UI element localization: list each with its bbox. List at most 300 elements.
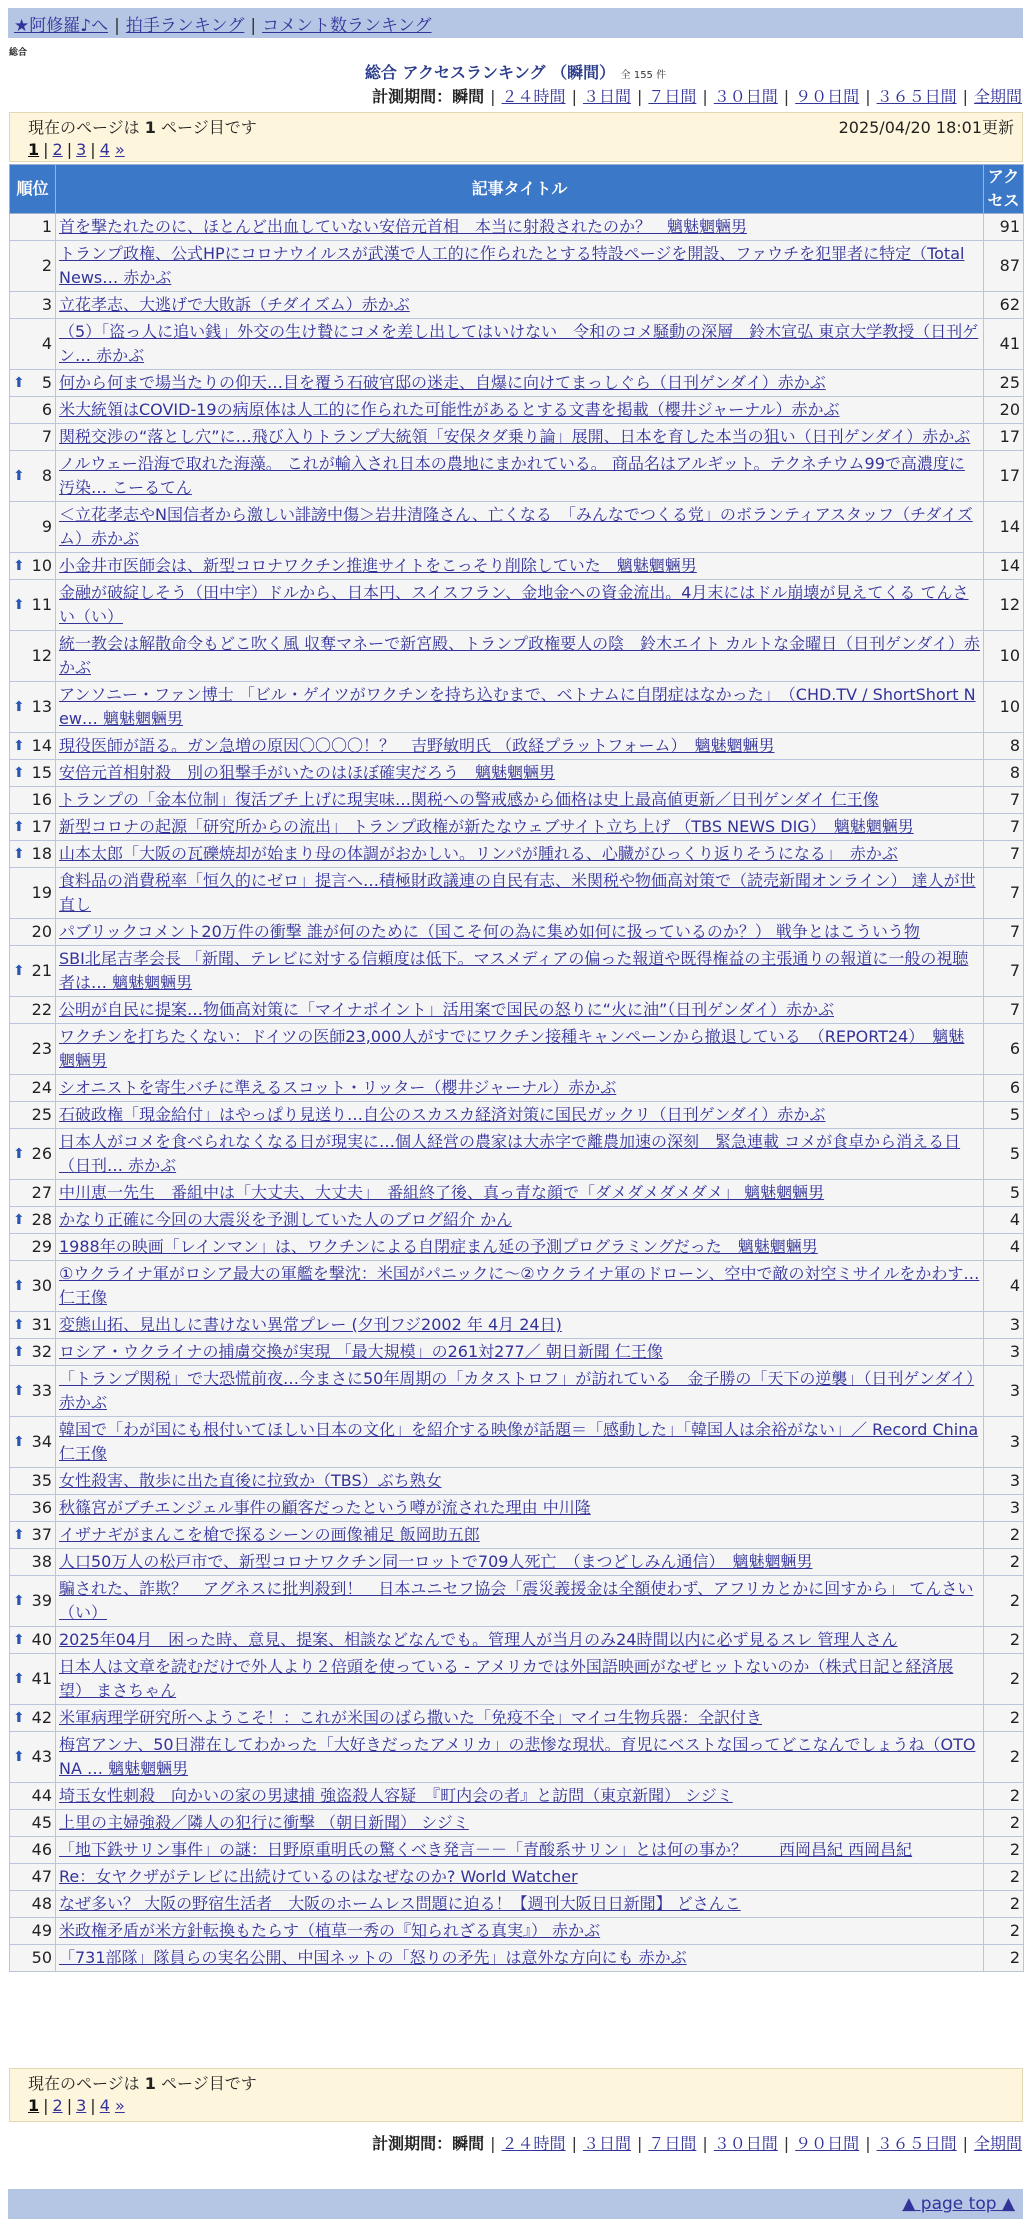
access-count: 7 <box>984 997 1024 1024</box>
access-count: 4 <box>984 1234 1024 1261</box>
separator: | <box>43 140 49 159</box>
rank-number: 4 <box>41 334 52 353</box>
rank-cell <box>10 1312 56 1339</box>
item-count: 全 155 件 <box>620 70 667 81</box>
rank-number: 43 <box>31 1747 52 1766</box>
up-arrow-icon: ⬆ <box>13 1383 25 1399</box>
comment-ranking-link[interactable]: コメント数ランキング <box>262 16 432 36</box>
rank-number: 15 <box>31 763 52 782</box>
access-count: 2 <box>984 1891 1024 1918</box>
up-arrow-icon: ⬆ <box>13 819 25 835</box>
table-row <box>10 631 1024 682</box>
footer-bar <box>8 2189 1023 2219</box>
table-row <box>10 1261 1024 1312</box>
period-link-6[interactable]: ３６５日間 <box>876 2134 957 2153</box>
article-link[interactable]: 立花孝志、大逃げで大敗訴（チダイズム）赤かぶ <box>59 295 410 314</box>
rank-number: 44 <box>31 1786 52 1805</box>
title-header: 記事タイトル <box>56 165 984 214</box>
period-current: 瞬間 <box>452 2134 485 2153</box>
period-link-2[interactable]: ３日間 <box>582 87 631 106</box>
rank-cell <box>10 241 56 292</box>
rank-number: 28 <box>31 1210 52 1229</box>
rank-number: 24 <box>31 1078 52 1097</box>
title-cell <box>56 814 984 841</box>
article-link[interactable]: なぜ多い？ 大阪の野宿生活者 大阪のホームレス問題に迫る！【週刊大阪日日新聞】 どさんこ <box>59 1894 741 1913</box>
table-row <box>10 997 1024 1024</box>
title-cell <box>56 841 984 868</box>
access-count: 41 <box>984 319 1024 370</box>
article-link[interactable]: ロシア・ウクライナの捕虜交換が実現 「最大規模」の261対277／ 朝日新聞 仁王像 <box>59 1342 663 1361</box>
rank-number: 36 <box>31 1498 52 1517</box>
up-arrow-icon: ⬆ <box>13 1593 25 1609</box>
title-cell <box>56 1024 984 1075</box>
article-link[interactable]: 食料品の消費税率「恒久的にゼロ」提言へ…積極財政議連の自民有志、米関税や物価高対策で（読売新聞オンライン） 達人が世直し <box>59 871 976 914</box>
up-arrow-icon: ⬆ <box>13 1344 25 1360</box>
title-cell <box>56 1810 984 1837</box>
table-row <box>10 1945 1024 1972</box>
rank-number: 37 <box>31 1525 52 1544</box>
page-link-1[interactable]: 1 <box>28 140 40 159</box>
title-cell <box>56 946 984 997</box>
article-link[interactable]: 騙された、詐欺？ アグネスに批判殺到！ 日本ユニセフ協会「震災義援金は全額使わず、アフリカとかに回すから」 てんさい（い） <box>59 1579 974 1622</box>
rank-cell <box>10 1522 56 1549</box>
clap-ranking-link[interactable]: 拍手ランキング <box>125 16 245 36</box>
access-header: アクセス <box>984 165 1024 214</box>
rank-number: 32 <box>31 1342 52 1361</box>
rank-cell <box>10 292 56 319</box>
rank-number: 33 <box>31 1381 52 1400</box>
article-link[interactable]: かなり正確に今回の大震災を予測していた人のブログ紹介 かん <box>59 1210 513 1229</box>
separator: | <box>490 87 496 106</box>
rank-cell <box>10 1732 56 1783</box>
title-cell <box>56 1627 984 1654</box>
rank-cell <box>10 319 56 370</box>
title-cell <box>56 1129 984 1180</box>
article-link[interactable]: ノルウェー沿海で取れた海藻。 これが輸入され日本の農地にまかれている。 商品名はアルギット。テクネチウム99で高濃度に汚染… こーるてん <box>59 454 965 497</box>
access-count: 2 <box>984 1918 1024 1945</box>
article-link[interactable]: シオニストを寄生バチに準えるスコット・リッター（櫻井ジャーナル）赤かぶ <box>59 1078 617 1097</box>
title-cell <box>56 1075 984 1102</box>
title-cell <box>56 241 984 292</box>
access-count: 2 <box>984 1732 1024 1783</box>
access-count: 6 <box>984 1075 1024 1102</box>
separator: | <box>962 2134 968 2153</box>
rank-cell <box>10 214 56 241</box>
pager-bottom <box>28 2096 1014 2115</box>
access-count: 17 <box>984 424 1024 451</box>
rank-cell <box>10 868 56 919</box>
title-cell <box>56 1732 984 1783</box>
table-row <box>10 1495 1024 1522</box>
rank-cell <box>10 1891 56 1918</box>
page-top-link[interactable]: ▲ page top ▲ <box>902 2194 1015 2214</box>
rank-number: 26 <box>31 1144 52 1163</box>
rank-number: 2 <box>41 256 52 275</box>
article-link[interactable]: Re：女ヤクザがテレビに出続けているのはなぜなのか? World Watcher <box>59 1867 578 1886</box>
rank-number: 6 <box>41 400 52 419</box>
period-link-3[interactable]: ７日間 <box>648 2134 697 2153</box>
period-selector-top <box>372 84 1022 107</box>
table-row <box>10 1810 1024 1837</box>
updated-time: 2025/04/20 18:01更新 <box>838 118 1014 137</box>
period-label: 計測期間： <box>372 87 453 106</box>
access-count: 3 <box>984 1495 1024 1522</box>
article-link[interactable]: 何から何まで場当たりの仰天…目を覆う石破官邸の迷走、自爆に向けてまっしぐら（日刊ゲンダイ）赤かぶ <box>59 373 826 392</box>
access-count: 25 <box>984 370 1024 397</box>
article-link[interactable]: 日本人は文章を読むだけで外人より２倍頭を使っている - アメリカでは外国語映画がなぜヒットないのか（株式日記と経済展望） まさちゃん <box>59 1657 954 1700</box>
article-link[interactable]: トランプ政権、公式HPにコロナウイルスが武漢で人工的に作られたとする特設ページを開設、ファウチを犯罪者に特定（Total News… 赤かぶ <box>59 244 965 287</box>
table-row <box>10 1654 1024 1705</box>
table-header-row <box>10 165 1024 214</box>
up-arrow-icon: ⬆ <box>13 558 25 574</box>
article-link[interactable]: 梅宮アンナ、50日滞在してわかった「大好きだったアメリカ」の悲惨な現状。育児にベストな国ってどこなんでしょうね（OTONA … 魑魅魍魎男 <box>59 1735 976 1778</box>
article-link[interactable]: 秋篠宮がブチエンジェル事件の顧客だったという噂が流された理由 中川隆 <box>59 1498 591 1517</box>
up-arrow-icon: ⬆ <box>13 1671 25 1687</box>
rank-cell <box>10 1417 56 1468</box>
rank-cell <box>10 787 56 814</box>
table-row <box>10 292 1024 319</box>
rank-cell <box>10 760 56 787</box>
rank-number: 16 <box>31 790 52 809</box>
rank-number: 41 <box>31 1669 52 1688</box>
access-count: 10 <box>984 682 1024 733</box>
rank-number: 39 <box>31 1591 52 1610</box>
table-row <box>10 1339 1024 1366</box>
rank-cell <box>10 397 56 424</box>
rank-cell <box>10 814 56 841</box>
rank-cell <box>10 919 56 946</box>
title-cell <box>56 1339 984 1366</box>
period-link-5[interactable]: ９０日間 <box>795 87 860 106</box>
title-cell <box>56 997 984 1024</box>
article-link[interactable]: 石破政権「現金給付」はやっぱり見送り…自公のスカスカ経済対策に国民ガックリ（日刊ゲンダイ）赤かぶ <box>59 1105 826 1124</box>
page-link-4[interactable]: 4 <box>99 2096 110 2115</box>
article-link[interactable]: 公明が自民に提案…物価高対策に「マイナポイント」活用案で国民の怒りに“火に油”（日刊ゲンダイ）赤かぶ <box>59 1000 834 1019</box>
access-count: 5 <box>984 1180 1024 1207</box>
title-cell <box>56 868 984 919</box>
rank-cell <box>10 1129 56 1180</box>
period-link-5[interactable]: ９０日間 <box>795 2134 860 2153</box>
page-link-3[interactable]: 3 <box>76 2096 87 2115</box>
rank-number: 34 <box>31 1432 52 1451</box>
rank-cell <box>10 1810 56 1837</box>
rank-cell <box>10 946 56 997</box>
access-count: 2 <box>984 1945 1024 1972</box>
rank-cell <box>10 1261 56 1312</box>
table-row <box>10 841 1024 868</box>
rank-number: 20 <box>31 922 52 941</box>
article-link[interactable]: 1988年の映画「レインマン」は、ワクチンによる自閉症まん延の予測プログラミングだった 魑魅魍魎男 <box>59 1237 818 1256</box>
up-arrow-icon: ⬆ <box>13 1317 25 1333</box>
access-count: 7 <box>984 787 1024 814</box>
article-link[interactable]: アンソニー・ファン博士 「ビル・ゲイツがワクチンを持ち込むまで、ベトナムに自閉症はなかった」 （CHD.TV / ShortShort New… 魑魅魍魎男 <box>59 685 976 728</box>
asyura-home-link[interactable]: ★阿修羅♪へ <box>14 16 109 36</box>
table-row <box>10 760 1024 787</box>
table-row <box>10 1918 1024 1945</box>
access-count: 4 <box>984 1207 1024 1234</box>
article-link[interactable]: 小金井市医師会は、新型コロナワクチン推進サイトをこっそり削除していた 魑魅魍魎男 <box>59 556 697 575</box>
separator: | <box>962 87 968 106</box>
page-info-bottom <box>9 2068 1023 2122</box>
table-row <box>10 919 1024 946</box>
table-row <box>10 502 1024 553</box>
rank-number: 11 <box>31 595 52 614</box>
article-link[interactable]: 首を撃たれたのに、ほとんど出血していない安倍元首相 本当に射殺されたのか？ 魑魅魍魎男 <box>59 217 748 236</box>
rank-cell <box>10 1102 56 1129</box>
title-cell <box>56 1654 984 1705</box>
article-link[interactable]: 2025年04月 困った時、意見、提案、相談などなんでも。管理人が当月のみ24時間以内に必ず見るスレ 管理人さん <box>59 1630 898 1649</box>
title-cell <box>56 370 984 397</box>
article-link[interactable]: SBI北尾吉孝会長 「新聞、テレビに対する信頼度は低下。マスメディアの偏った報道や既得権益の主張通りの報道に一般の視聴者は… 魑魅魍魎男 <box>59 949 969 992</box>
rank-number: 3 <box>41 295 52 314</box>
ranking-title: 総合 アクセスランキング （瞬間） <box>364 63 616 82</box>
rank-number: 25 <box>31 1105 52 1124</box>
up-arrow-icon: ⬆ <box>13 1278 25 1294</box>
page-link-2[interactable]: 2 <box>52 140 63 159</box>
rank-number: 47 <box>31 1867 52 1886</box>
access-count: 62 <box>984 292 1024 319</box>
access-count: 3 <box>984 1339 1024 1366</box>
rank-number: 7 <box>41 427 52 446</box>
title-cell <box>56 733 984 760</box>
table-row <box>10 1891 1024 1918</box>
period-link-1[interactable]: ２４時間 <box>501 2134 566 2153</box>
separator: | <box>702 87 708 106</box>
period-link-4[interactable]: ３０日間 <box>713 2134 778 2153</box>
title-cell <box>56 1234 984 1261</box>
title-cell <box>56 553 984 580</box>
table-row <box>10 1732 1024 1783</box>
rank-header: 順位 <box>10 165 56 214</box>
access-count: 3 <box>984 1468 1024 1495</box>
access-count: 7 <box>984 814 1024 841</box>
access-count: 2 <box>984 1810 1024 1837</box>
separator: | <box>783 87 790 106</box>
article-link[interactable]: 「地下鉄サリン事件」の謎：日野原重明氏の驚くべき発言－－「青酸系サリン」とは何の事か？ 西岡昌紀 西岡昌紀 <box>59 1840 913 1859</box>
rank-number: 19 <box>31 883 52 902</box>
up-arrow-icon: ⬆ <box>13 1632 25 1648</box>
up-arrow-icon: ⬆ <box>13 1749 25 1765</box>
up-arrow-icon: ⬆ <box>13 597 25 613</box>
access-count: 8 <box>984 760 1024 787</box>
table-row <box>10 1549 1024 1576</box>
table-row <box>10 1234 1024 1261</box>
title-cell <box>56 760 984 787</box>
access-count: 7 <box>984 946 1024 997</box>
title-cell <box>56 1522 984 1549</box>
separator: | <box>702 2134 708 2153</box>
next-page-link[interactable]: » <box>114 2096 125 2115</box>
rank-cell <box>10 1705 56 1732</box>
article-link[interactable]: 統一教会は解散命令もどこ吹く風 収奪マネーで新宮殿、トランプ政権要人の陰 鈴木エイト カルトな金曜日（日刊ゲンダイ）赤かぶ <box>59 634 980 677</box>
rank-cell <box>10 1654 56 1705</box>
page-link-4[interactable]: 4 <box>99 140 110 159</box>
title-cell <box>56 1783 984 1810</box>
rank-number: 50 <box>31 1948 52 1967</box>
access-count: 2 <box>984 1522 1024 1549</box>
period-link-6[interactable]: ３６５日間 <box>876 87 957 106</box>
article-link[interactable]: 関税交渉の“落とし穴”に…飛び入りトランプ大統領「安保タダ乗り論」展開、日本を育した本当の狙い（日刊ゲンダイ）赤かぶ <box>59 427 971 446</box>
period-link-7[interactable]: 全期間 <box>973 87 1022 106</box>
category-label: 総合 <box>9 48 28 58</box>
rank-number: 12 <box>31 646 52 665</box>
table-row <box>10 1522 1024 1549</box>
table-row <box>10 1837 1024 1864</box>
access-count: 20 <box>984 397 1024 424</box>
article-link[interactable]: 米軍病理学研究所へようこそ！：これが米国のばら撒いた「免疫不全」マイコ生物兵器：全訳付き <box>59 1708 763 1727</box>
rank-cell <box>10 997 56 1024</box>
access-count: 2 <box>984 1549 1024 1576</box>
rank-cell <box>10 1180 56 1207</box>
access-count: 6 <box>984 1024 1024 1075</box>
article-link[interactable]: 米大統領はCOVID-19の病原体は人工的に作られた可能性があるとする文書を掲載（櫻井ジャーナル）赤かぶ <box>59 400 840 419</box>
access-count: 3 <box>984 1312 1024 1339</box>
title-cell <box>56 1102 984 1129</box>
rank-cell <box>10 1627 56 1654</box>
title-cell <box>56 1207 984 1234</box>
article-link[interactable]: 上里の主婦強殺／隣人の犯行に衝撃 （朝日新聞） シジミ <box>59 1813 469 1832</box>
article-link[interactable]: 埼玉女性刺殺 向かいの家の男逮捕 強盗殺人容疑 『町内会の者』と訪問（東京新聞） シジミ <box>59 1786 733 1805</box>
rank-number: 38 <box>31 1552 52 1571</box>
table-row <box>10 1180 1024 1207</box>
article-link[interactable]: 新型コロナの起源「研究所からの流出」 トランプ政権が新たなウェブサイト立ち上げ （TBS NEWS DIG） 魑魅魍魎男 <box>59 817 914 836</box>
rank-cell <box>10 1945 56 1972</box>
title-cell <box>56 1468 984 1495</box>
up-arrow-icon: ⬆ <box>13 375 25 391</box>
article-link[interactable]: パブリックコメント20万件の衝撃 誰が何のために（国こそ何の為に集め如何に扱っているのか？） 戦争とはこういう物 <box>59 922 920 941</box>
page-info-top <box>9 112 1023 162</box>
table-row <box>10 1627 1024 1654</box>
table-row <box>10 733 1024 760</box>
table-row <box>10 1075 1024 1102</box>
table-row <box>10 1207 1024 1234</box>
article-link[interactable]: 安倍元首相射殺 別の狙撃手がいたのはほぼ確実だろう 魑魅魍魎男 <box>59 763 556 782</box>
page-title <box>0 60 1031 83</box>
article-link[interactable]: 米政権矛盾が米方針転換もたらす（植草一秀の『知られざる真実』） 赤かぶ <box>59 1921 601 1940</box>
article-link[interactable]: 「トランプ関税」で大恐慌前夜…今まさに50年周期の「カタストロフ」が訪れている 金子勝の「天下の逆襲」（日刊ゲンダイ）赤かぶ <box>59 1369 975 1412</box>
rank-cell <box>10 1549 56 1576</box>
article-link[interactable]: 現役医師が語る。ガン急増の原因〇〇〇〇！？ 吉野敏明氏 （政経プラットフォーム） 魑魅魍魎男 <box>59 736 775 755</box>
article-link[interactable]: 日本人がコメを食べられなくなる日が現実に…個人経営の農家は大赤字で離農加速の深刻 緊急連載 コメが食卓から消える日（日刊… 赤かぶ <box>59 1132 961 1175</box>
access-count: 2 <box>984 1783 1024 1810</box>
table-row <box>10 1417 1024 1468</box>
table-row <box>10 1102 1024 1129</box>
period-link-2[interactable]: ３日間 <box>582 2134 631 2153</box>
up-arrow-icon: ⬆ <box>13 1527 25 1543</box>
rank-cell <box>10 1576 56 1627</box>
separator: | <box>90 2096 96 2115</box>
ranking-table <box>9 164 1024 1972</box>
article-link[interactable]: 「731部隊」隊員らの実名公開、中国ネットの「怒りの矛先」は意外な方向にも 赤かぶ <box>59 1948 687 1967</box>
rank-number: 22 <box>31 1000 52 1019</box>
access-count: 2 <box>984 1576 1024 1627</box>
up-arrow-icon: ⬆ <box>13 738 25 754</box>
period-link-4[interactable]: ３０日間 <box>713 87 778 106</box>
article-link[interactable]: トランプの「金本位制」復活ブチ上げに現実味…関税への警戒感から価格は史上最高値更新／日刊ゲンダイ 仁王像 <box>59 790 879 809</box>
rank-number: 27 <box>31 1183 52 1202</box>
title-cell <box>56 1945 984 1972</box>
article-link[interactable]: 人口50万人の松戸市で、新型コロナワクチン同一ロットで709人死亡 （まつどしみん通信） 魑魅魍魎男 <box>59 1552 813 1571</box>
rank-cell <box>10 1837 56 1864</box>
separator: | <box>636 87 643 106</box>
period-link-7[interactable]: 全期間 <box>973 2134 1022 2153</box>
up-arrow-icon: ⬆ <box>13 963 25 979</box>
article-link[interactable]: 韓国で「わが国にも根付いてほしい日本の文化」を紹介する映像が話題＝「感動した」「韓国人は余裕がない」／ Record China 仁王像 <box>59 1420 979 1463</box>
separator: | <box>490 2134 496 2153</box>
rank-cell <box>10 1783 56 1810</box>
table-row <box>10 1024 1024 1075</box>
access-count: 7 <box>984 919 1024 946</box>
period-selector-bottom <box>372 2131 1022 2154</box>
title-cell <box>56 1180 984 1207</box>
up-arrow-icon: ⬆ <box>13 1434 25 1450</box>
separator: | <box>66 2096 73 2115</box>
access-count: 2 <box>984 1864 1024 1891</box>
article-link[interactable]: 金融が破綻しそう（田中宇）ドルから、日本円、スイスフラン、金地金への資金流出。4月末にはドル崩壊が見えてくる てんさい（い） <box>59 583 969 626</box>
article-link[interactable]: イザナギがまんこを槍で探るシーンの画像補足 飯岡助五郎 <box>59 1525 480 1544</box>
table-row <box>10 370 1024 397</box>
access-count: 14 <box>984 553 1024 580</box>
rank-number: 23 <box>31 1039 52 1058</box>
title-cell <box>56 502 984 553</box>
page-link-1[interactable]: 1 <box>28 2096 40 2115</box>
access-count: 10 <box>984 631 1024 682</box>
title-cell <box>56 1366 984 1417</box>
article-link[interactable]: ①ウクライナ軍がロシア最大の軍艦を撃沈：米国がパニックに～②ウクライナ軍のドローン、空中で敵の対空ミサイルをかわす… 仁王像 <box>59 1264 980 1307</box>
access-count: 3 <box>984 1417 1024 1468</box>
access-count: 2 <box>984 1654 1024 1705</box>
up-arrow-icon: ⬆ <box>13 846 25 862</box>
title-cell <box>56 1864 984 1891</box>
rank-number: 13 <box>31 697 52 716</box>
article-link[interactable]: ＜立花孝志やN国信者から激しい誹謗中傷＞岩井清隆さん、亡くなる 「みんなでつくる党」のボランティアスタッフ（チダイズム）赤かぶ <box>59 505 973 548</box>
page-link-2[interactable]: 2 <box>52 2096 63 2115</box>
access-count: 2 <box>984 1837 1024 1864</box>
article-link[interactable]: 山本太郎「大阪の瓦礫焼却が始まり母の体調がおかしい。リンパが腫れる、心臓がひっくり返りそうになる」 赤かぶ <box>59 844 898 863</box>
rank-number: 29 <box>31 1237 52 1256</box>
rank-cell <box>10 1366 56 1417</box>
table-row <box>10 1576 1024 1627</box>
table-row <box>10 1129 1024 1180</box>
table-row <box>10 1864 1024 1891</box>
rank-number: 42 <box>31 1708 52 1727</box>
next-page-link[interactable]: » <box>114 140 125 159</box>
title-cell <box>56 424 984 451</box>
period-link-3[interactable]: ７日間 <box>648 87 697 106</box>
article-link[interactable]: （5）「盗っ人に追い銭」外交の生け贄にコメを差し出してはいけない 令和のコメ騒動の深層 鈴木宣弘 東京大学教授（日刊ゲン… 赤かぶ <box>59 322 979 365</box>
current-page-text: 現在のページは 1 ページ目です <box>28 118 257 137</box>
access-count: 17 <box>984 451 1024 502</box>
rank-cell <box>10 733 56 760</box>
table-row <box>10 787 1024 814</box>
access-count: 4 <box>984 1261 1024 1312</box>
table-row <box>10 580 1024 631</box>
table-row <box>10 1705 1024 1732</box>
article-link[interactable]: 女性殺害、散歩に出た直後に拉致か（TBS）ぶち熟女 <box>59 1471 442 1490</box>
title-cell <box>56 1495 984 1522</box>
article-link[interactable]: 変態山拓、見出しに書けない異常プレー (夕刊フジ2002 年 4月 24日) <box>59 1315 562 1334</box>
access-count: 5 <box>984 1102 1024 1129</box>
rank-number: 10 <box>31 556 52 575</box>
table-row <box>10 424 1024 451</box>
title-cell <box>56 1312 984 1339</box>
rank-number: 45 <box>31 1813 52 1832</box>
period-link-1[interactable]: ２４時間 <box>501 87 566 106</box>
page-link-3[interactable]: 3 <box>76 140 87 159</box>
rank-cell <box>10 841 56 868</box>
article-link[interactable]: ワクチンを打ちたくない：ドイツの医師23,000人がすでにワクチン接種キャンペーンから撤退している （REPORT24） 魑魅魍魎男 <box>59 1027 965 1070</box>
article-link[interactable]: 中川恵一先生 番組中は「大丈夫、大丈夫」 番組終了後、真っ青な顔で「ダメダメダメダメ」 魑魅魍魎男 <box>59 1183 825 1202</box>
